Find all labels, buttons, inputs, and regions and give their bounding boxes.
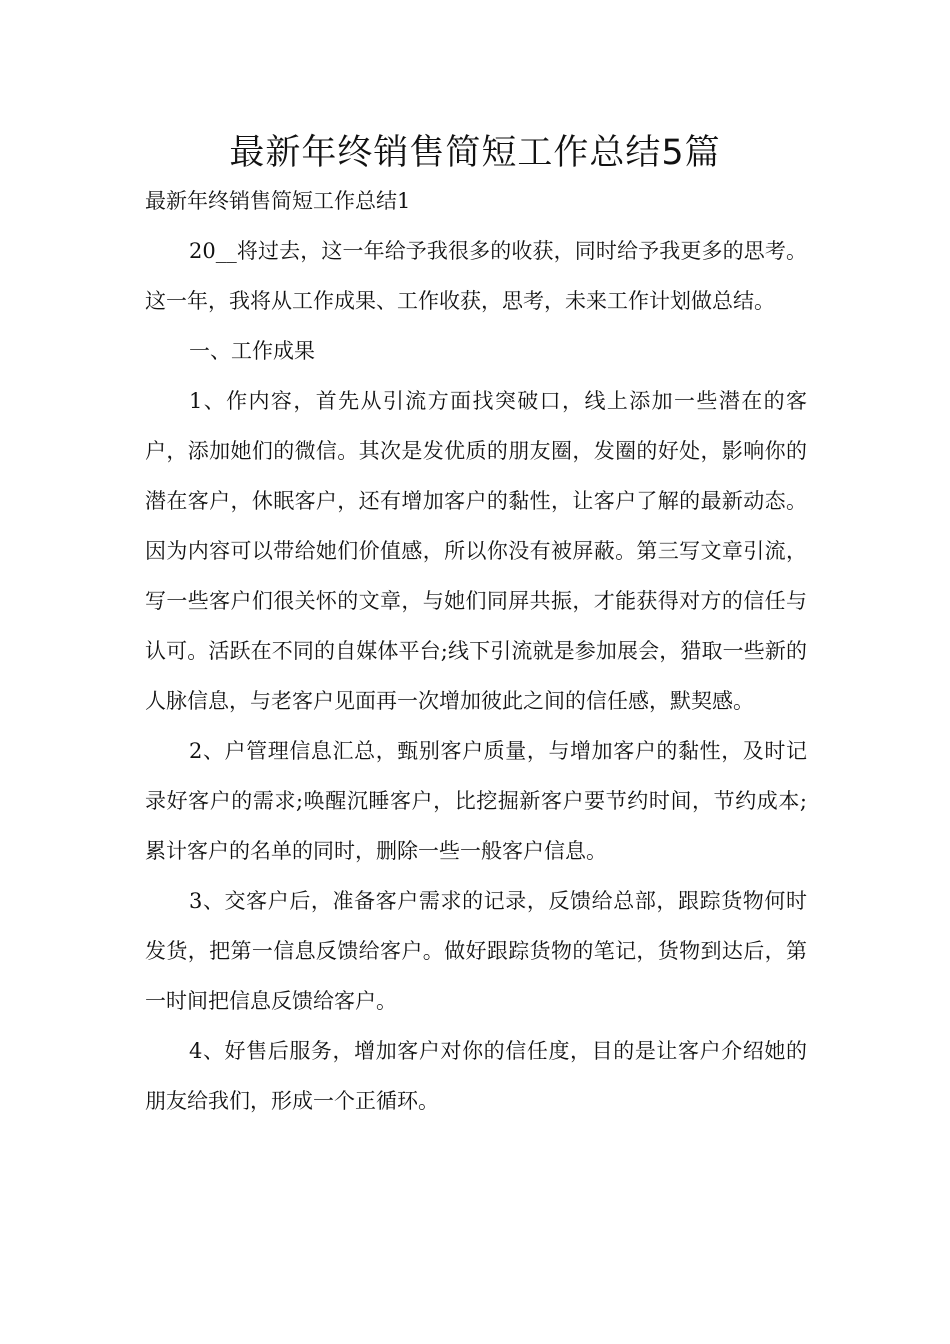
document-title: 最新年终销售简短工作总结5篇	[229, 133, 721, 173]
paragraph-item-3: 3、交客户后，准备客户需求的记录，反馈给总部，跟踪货物何时发货，把第一信息反馈给客户。做好跟踪货物的笔记，货物到达后，第一时间把信息反馈给客户。	[145, 889, 807, 1013]
paragraph-item-2: 2、户管理信息汇总，甄别客户质量，与增加客户的黏性，及时记录好客户的需求;唤醒沉睡客户，比挖掘新客户要节约时间，节约成本;累计客户的名单的同时，删除一些一般客户信息。	[145, 739, 807, 863]
paragraph-item-4: 4、好售后服务，增加客户对你的信任度，目的是让客户介绍她的朋友给我们，形成一个正循环。	[145, 1039, 807, 1113]
paragraph-intro: 20__将过去，这一年给予我很多的收获，同时给予我更多的思考。这一年，我将从工作成果、工作收获，思考，未来工作计划做总结。	[145, 239, 807, 313]
section-heading-work-results: 一、工作成果	[189, 339, 315, 363]
paragraph-item-1: 1、作内容，首先从引流方面找突破口，线上添加一些潜在的客户，添加她们的微信。其次是发优质的朋友圈，发圈的好处，影响你的潜在客户，休眠客户，还有增加客户的黏性，让客户了解的最新动态。因为内容可以带给她们价值感，所以你没有被屏蔽。第三写文章引流，写一些客户们很关怀的文章，与她们同屏共振，才能获得对方的信任与认可。活跃在不同的自媒体平台;线下引流就是参加展会，猎取一些新的人脉信息，与老客户见面再一次增加彼此之间的信任感，默契感。	[145, 389, 807, 713]
document-body	[145, 186, 807, 1126]
section-subtitle: 最新年终销售简短工作总结1	[145, 189, 411, 213]
